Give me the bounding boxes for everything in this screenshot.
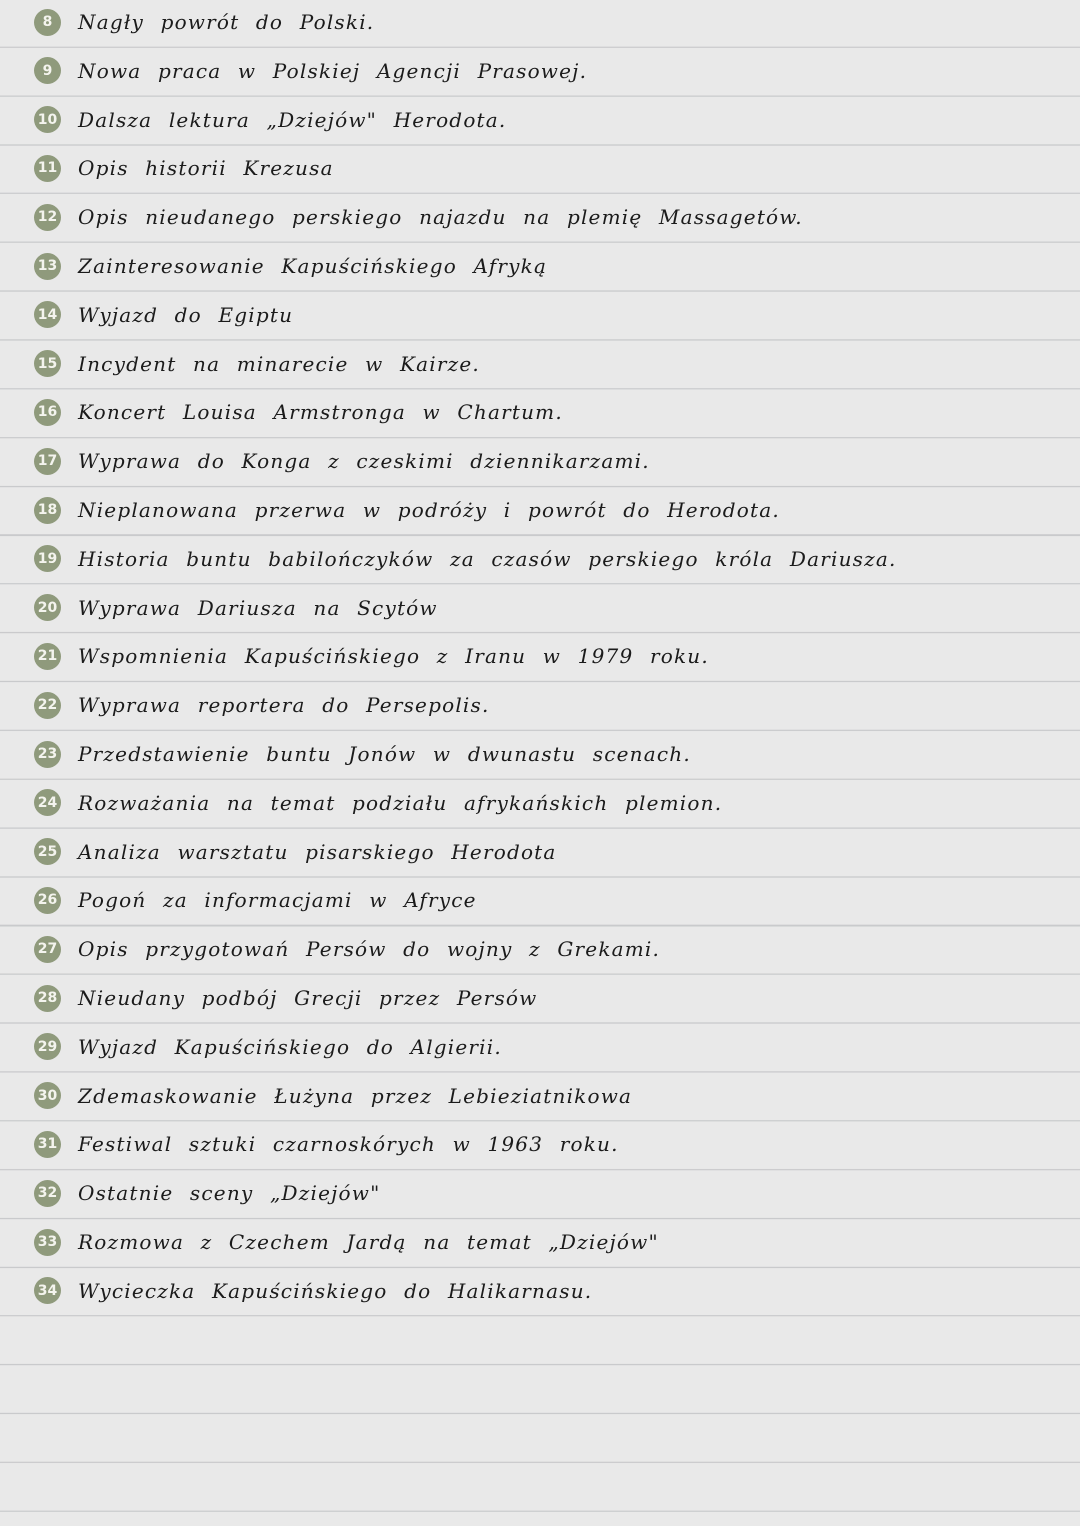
list-item (34, 51, 587, 91)
item-text: Nieudany podbój Grecji przez Persów (78, 986, 538, 1010)
item-text: Ostatnie sceny „Dziejów" (78, 1181, 381, 1206)
list-item (34, 1222, 659, 1262)
item-number-badge: 19 (34, 545, 61, 572)
item-text: Opis historii Krezusa (78, 156, 334, 181)
item-text: Festiwal sztuki czarnoskórych w 1963 roku. (78, 1132, 619, 1157)
item-number-badge: 15 (34, 350, 61, 377)
item-text: Nagły powrót do Polski. (78, 10, 375, 34)
list-item (34, 246, 547, 286)
list-item (34, 100, 506, 140)
list-item (34, 441, 650, 481)
list-item (34, 392, 563, 432)
item-text: Wyjazd Kapuścińskiego do Algierii. (78, 1034, 502, 1059)
item-number-badge: 32 (34, 1180, 61, 1207)
list-item (34, 832, 557, 872)
list-item (34, 636, 709, 676)
item-number-badge: 13 (34, 253, 61, 280)
item-number-badge: 20 (34, 594, 61, 621)
item-number-badge: 11 (34, 155, 61, 182)
item-number-badge: 23 (34, 741, 61, 768)
item-text: Nieplanowana przerwa w podróży i powrót do Herodota. (78, 498, 780, 522)
item-number-badge: 33 (34, 1229, 61, 1256)
item-number-badge: 10 (34, 106, 61, 133)
item-number-badge: 17 (34, 448, 61, 475)
list-item (34, 295, 293, 335)
item-text: Historia buntu babilończyków za czasów perskiego króla Dariusza. (78, 546, 897, 571)
item-number-badge: 8 (34, 9, 61, 36)
item-number-badge: 26 (34, 887, 61, 914)
item-text: Opis nieudanego perskiego najazdu na plemię Massagetów. (78, 205, 803, 230)
list-item (34, 1173, 381, 1213)
item-text: Koncert Louisa Armstronga w Chartum. (78, 400, 563, 425)
item-number-badge: 16 (34, 399, 61, 426)
item-number-badge: 28 (34, 985, 61, 1012)
list-item (34, 734, 691, 774)
list-item (34, 588, 438, 628)
item-text: Wyprawa do Konga z czeskimi dziennikarzami. (78, 449, 650, 474)
item-number-badge: 24 (34, 789, 61, 816)
item-text: Wspomnienia Kapuścińskiego z Iranu w 1979 roku. (78, 644, 709, 669)
item-text: Incydent na minarecie w Kairze. (78, 351, 480, 376)
list-item (34, 148, 334, 188)
list-item (34, 539, 897, 579)
list-item (34, 197, 803, 237)
item-text: Wycieczka Kapuścińskiego do Halikarnasu. (78, 1278, 593, 1303)
list-item (34, 978, 537, 1018)
item-number-badge: 25 (34, 838, 61, 865)
item-text: Analiza warsztatu pisarskiego Herodota (78, 839, 557, 864)
item-number-badge: 12 (34, 204, 61, 231)
item-number-badge: 27 (34, 936, 61, 963)
list-item (34, 344, 480, 384)
item-number-badge: 14 (34, 301, 61, 328)
item-number-badge: 34 (34, 1277, 61, 1304)
item-text: Wyjazd do Egiptu (78, 302, 294, 327)
item-text: Zdemaskowanie Łużyna przez Lebieziatnikowa (78, 1083, 633, 1108)
list-item (34, 783, 722, 823)
item-text: Pogoń za informacjami w Afryce (78, 888, 477, 913)
item-number-badge: 9 (34, 57, 61, 84)
list-item (34, 1027, 502, 1067)
item-text: Nowa praca w Polskiej Agencji Prasowej. (78, 58, 588, 83)
item-number-badge: 29 (34, 1033, 61, 1060)
item-number-badge: 30 (34, 1082, 61, 1109)
list-item (34, 1271, 592, 1311)
list-item (34, 1076, 632, 1116)
list-item (34, 685, 490, 725)
item-number-badge: 21 (34, 643, 61, 670)
item-text: Zainteresowanie Kapuścińskiego Afryką (78, 254, 548, 278)
item-number-badge: 18 (34, 497, 61, 524)
item-text: Wyprawa reportera do Persepolis. (78, 693, 490, 718)
list-item (34, 490, 780, 530)
item-text: Rozmowa z Czechem Jardą na temat „Dziejów" (78, 1230, 659, 1254)
item-number-badge: 31 (34, 1131, 61, 1158)
list-item (34, 2, 374, 42)
item-text: Dalsza lektura „Dziejów" Herodota. (78, 107, 507, 132)
list-item (34, 929, 660, 969)
item-text: Opis przygotowań Persów do wojny z Grekami. (78, 937, 661, 962)
list-item (34, 1124, 619, 1164)
list-item (34, 880, 477, 920)
item-text: Wyprawa Dariusza na Scytów (78, 595, 438, 620)
item-text: Przedstawienie buntu Jonów w dwunastu scenach. (78, 742, 691, 766)
item-text: Rozważania na temat podziału afrykańskich plemion. (78, 790, 723, 815)
item-number-badge: 22 (34, 692, 61, 719)
